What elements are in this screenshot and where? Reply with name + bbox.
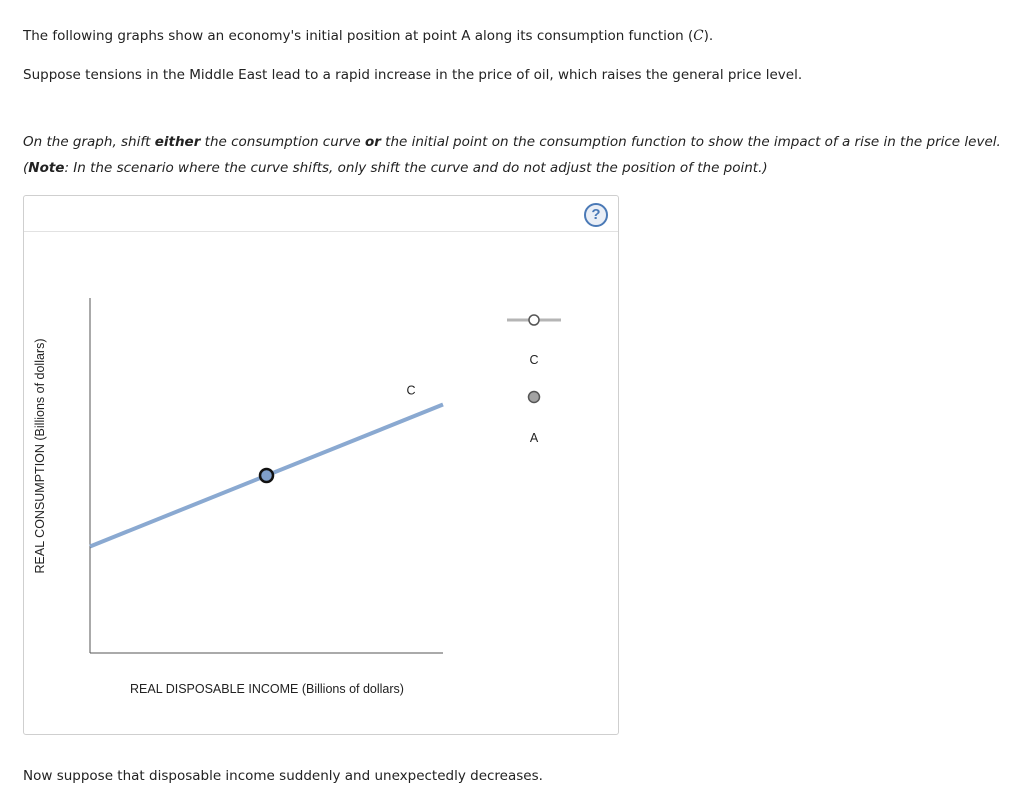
instruction-emphasis-or: or <box>364 134 381 150</box>
palette-point-tool-label: A <box>529 431 539 445</box>
instruction-part-2: the consumption curve <box>200 134 365 150</box>
instruction-emphasis-either: either <box>154 134 201 150</box>
palette-line-tool[interactable] <box>507 315 561 325</box>
consumption-curve-label: C <box>406 383 416 398</box>
graph-panel-header <box>24 196 618 232</box>
instruction-line <box>23 133 1001 151</box>
consumption-variable: C <box>693 28 704 44</box>
palette-point-tool[interactable] <box>529 392 540 403</box>
intro-line-1-suffix: ). <box>703 28 714 44</box>
y-axis-label: REAL CONSUMPTION (Billions of dollars) <box>33 338 47 574</box>
intro-line-1 <box>23 27 713 45</box>
palette-line-tool-label: C <box>529 353 539 367</box>
intro-line-1-prefix: The following graphs show an economy's initial position at point A along its consumption function ( <box>23 28 694 44</box>
intro-line-2: Suppose tensions in the Middle East lead to a rapid increase in the price of oil, which raises the general price level. <box>23 67 803 83</box>
note-text: : In the scenario where the curve shifts, only shift the curve and do not adjust the position of the point.) <box>64 160 768 176</box>
note-line <box>23 159 768 177</box>
palette-line-handle-icon <box>529 315 539 325</box>
instruction-part-3: the initial point on the consumption function to show the impact of a rise in the price level. <box>380 134 1001 150</box>
graph-panel <box>23 195 619 735</box>
note-open-paren: ( <box>23 160 29 176</box>
note-label: Note <box>28 160 65 176</box>
footer-text: Now suppose that disposable income suddenly and unexpectedly decreases. <box>23 768 543 784</box>
instruction-part-1: On the graph, shift <box>23 134 155 150</box>
help-icon[interactable]: ? <box>584 203 608 227</box>
point-a[interactable] <box>260 469 273 482</box>
x-axis-label: REAL DISPOSABLE INCOME (Billions of dollars) <box>130 682 404 696</box>
consumption-graph[interactable] <box>24 232 618 732</box>
